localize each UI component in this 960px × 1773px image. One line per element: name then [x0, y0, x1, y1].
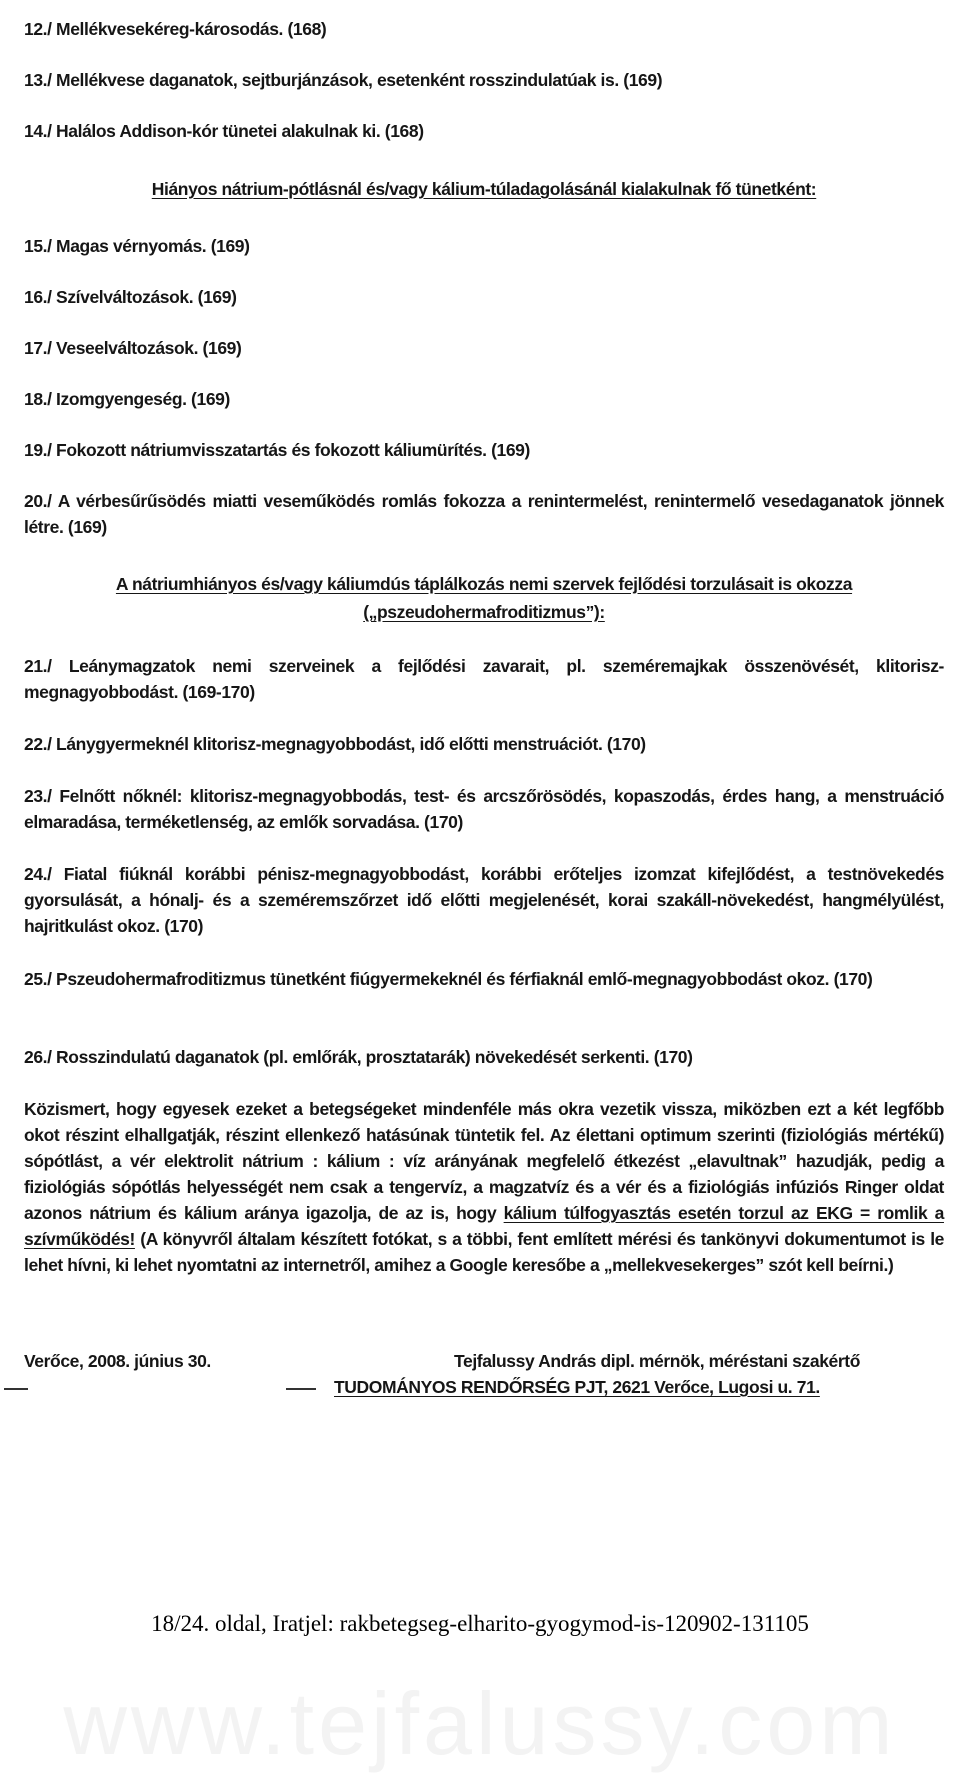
section-heading: A nátriumhiányos és/vagy káliumdús táplálkozás nemi szervek fejlődési torzulásait is okozza: [115, 574, 853, 594]
closing-text-end: (A könyvről általam készített fotókat, s a többi, fent említett mérési és tankönyvi dokumentumot is le lehet hívni, ki lehet nyomtatni az internetről, amihez a Google keresőbe a „mellekvesekerges” szót kell beírni.): [24, 1229, 945, 1275]
list-item: 15./ Magas vérnyomás. (169): [24, 236, 250, 256]
list-item: 16./ Szívelváltozások. (169): [24, 287, 237, 307]
organization-address: TUDOMÁNYOS RENDŐRSÉG PJT, 2621 Verőce, Lugosi u. 71.: [334, 1377, 820, 1397]
list-item: 24./ Fiatal fiúknál korábbi pénisz-megnagyobbodást, korábbi erőteljes izomzat kifejlődést, a testnövekedés gyorsulását, a hónalj- és a szeméremszőrzet idő előtti megjelenését, korai szakáll-növekedést, hangmélyülést, hajritkulást okoz. (170): [24, 864, 944, 936]
list-item: 21./ Leánymagzatok nemi szerveinek a fejlődési zavarait, pl. szeméremajkak összenövését, klitorisz-megnagyobbodást. (169-170): [24, 656, 944, 702]
closing-text: Közismert, hogy egyesek ezeket a betegségeket mindenféle más okra vezetik vissza, miközben ezt a két legfőbb okot részint elhallgatják, részint ellenkező hatásúnak tüntetik fel. Az élettani optimum szerinti (fiziológiás mértékű) sópótlást, a vér elektrolit nátrium : kálium : víz arányának megfelelő étkezést „elavultnak” hazudják, pedig a fiziológiás sópótlás helyességét nem csak a tengervíz, a magzatvíz és a vér és a fiziológiás infúziós Ringer oldat azonos nátrium és kálium aránya igazolja, de az is, hogy: [24, 1099, 944, 1223]
divider: [286, 1388, 316, 1390]
page-footer: 18/24. oldal, Iratjel: rakbetegseg-elharito-gyogymod-is-120902-131105: [151, 1611, 809, 1636]
list-item: 17./ Veseelváltozások. (169): [24, 338, 242, 358]
scanned-text-area: [24, 8, 944, 1408]
list-item: 13./ Mellékvese daganatok, sejtburjánzások, esetenként rosszindulatúak is. (169): [24, 70, 663, 90]
list-item: 23./ Felnőtt nőknél: klitorisz-megnagyobbodás, test- és arcszőrösödés, kopaszodás, érdes hang, a menstruáció elmaradása, terméketlenség, az emlők sorvadása. (170): [24, 786, 944, 832]
divider: [4, 1388, 28, 1390]
list-item: 14./ Halálos Addison-kór tünetei alakulnak ki. (168): [24, 121, 424, 141]
list-item: 20./ A vérbesűrűsödés miatti veseműködés romlás fokozza a renintermelést, renintermelő vesedaganatok jönnek létre. (169): [24, 491, 944, 537]
section-heading: Hiányos nátrium-pótlásnál és/vagy kálium-túladagolásánál kialakulnak fő tünetként:: [151, 179, 817, 199]
list-item: 12./ Mellékvesekéreg-károsodás. (168): [24, 19, 327, 39]
section-heading: („pszeudohermafroditizmus”):: [363, 602, 605, 622]
watermark: www.tejfalussy.com: [63, 1674, 897, 1773]
list-item: 18./ Izomgyengeség. (169): [24, 389, 230, 409]
list-item: 25./ Pszeudohermafroditizmus tünetként fiúgyermekeknél és férfiaknál emlő-megnagyobbodást okoz. (170): [24, 969, 873, 989]
list-item: 26./ Rosszindulatú daganatok (pl. emlőrák, prosztatarák) növekedését serkenti. (170): [24, 1047, 693, 1067]
list-item: 19./ Fokozott nátriumvisszatartás és fokozott káliumürítés. (169): [24, 440, 530, 460]
place-date: Verőce, 2008. június 30.: [24, 1351, 211, 1371]
closing-paragraph: [24, 1096, 944, 1278]
author-signature: Tejfalussy András dipl. mérnök, méréstani szakértő: [454, 1351, 860, 1371]
closing-underlined-text: kálium túlfogyasztás esetén torzul az EKG = romlik a szívműködés!: [24, 1203, 944, 1249]
list-item: 22./ Lánygyermeknél klitorisz-megnagyobbodást, idő előtti menstruációt. (170): [24, 734, 646, 754]
